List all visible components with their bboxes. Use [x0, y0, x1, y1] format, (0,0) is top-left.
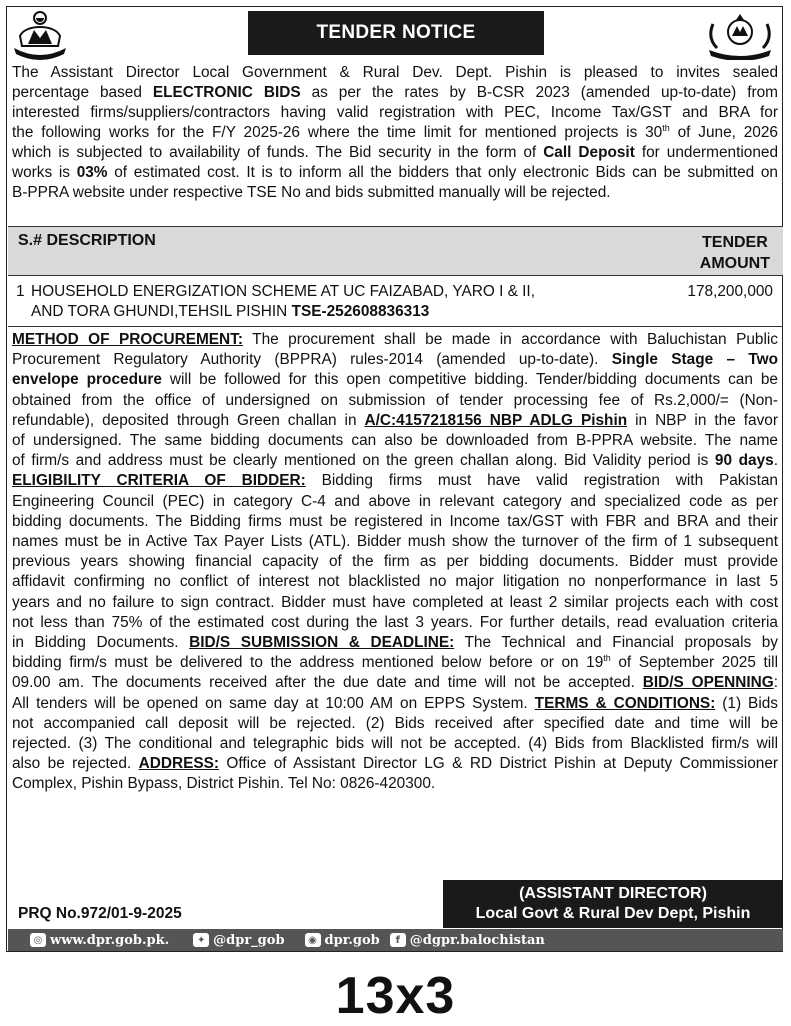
row-description-text: AND TORA GHUNDI,TEHSIL PISHIN [31, 303, 292, 320]
text-segment: not less than 75% of the estimated cost during the last 3 years. For further details, read evaluation criteria [12, 613, 778, 631]
signature-block [443, 880, 783, 928]
ad-size: 13x3 [335, 967, 456, 1025]
text-line [12, 633, 778, 653]
text-segment: The Assistant Director Local Government & Rural Dev. Dept. Pishin is pleased to invites sealed [12, 64, 778, 81]
text-segment: of undersigned. The same bidding documents can also be downloaded from B-PPRA website. The name [12, 432, 778, 450]
text-segment: the following works for the F/Y 2025-26 where the time limit for mentioned projects is 30 [12, 124, 663, 141]
text-segment: . [773, 452, 778, 470]
section-heading: METHOD OF PROCUREMENT: [12, 331, 243, 348]
text-segment: Complex, Pishin Bypass, District Pishin. Tel No: 0826-420300. [12, 775, 436, 793]
text-segment: as per the rates by B-CSR 2023 (amended up-to-date) from [300, 84, 778, 101]
section-heading: ELIGIBILITY CRITERIA OF BIDDER: [12, 472, 306, 490]
footer-website[interactable] [30, 933, 169, 948]
text-line [12, 572, 778, 592]
text-segment: Office of Assistant Director LG & RD District Pishin at Deputy Commissioner [219, 755, 778, 773]
text-segment: refundable), deposited through Green challan in [12, 411, 365, 429]
text-segment: All tenders will be opened on same day at 10:00 AM on EPPS System. [12, 694, 535, 712]
text-segment: works is [12, 164, 77, 181]
text-segment: of September 2025 till [610, 654, 778, 672]
text-segment: th [662, 122, 670, 133]
prq-number: PRQ No.972/01-9-2025 [18, 905, 182, 922]
text-segment: in Bidding Documents. [12, 634, 190, 652]
text-segment: names must be in Active Tax Payer Lists (ATL). Bidder mush show the turnover of the firm of 1 subsequent [12, 533, 778, 551]
footer-website-text: www.dpr.gob.pk. [50, 932, 170, 948]
text-segment: of firm/s and address must be clearly mentioned on the green challan along. Bid Validity period is [12, 452, 715, 470]
text-segment: percentage based [12, 84, 153, 101]
text-segment: (1) Bids [715, 694, 778, 712]
section-heading: BID/S OPENNING [642, 674, 774, 692]
text-line [12, 370, 778, 390]
footer-facebook[interactable] [390, 933, 545, 948]
row-tse-number: TSE-252608836313 [291, 303, 430, 320]
text-segment: previous years showing financial capacity of the firm as per bidding documents. Bidder must provide [12, 553, 778, 571]
text-line [12, 492, 778, 512]
text-segment: affidavit confirming no conflict of interest not blacklisted no major litigation no nonperformance in last 5 [12, 573, 778, 591]
text-line [12, 431, 778, 451]
text-segment: will be followed for this open competitive bidding. Tender/bidding documents can be [161, 371, 778, 389]
notice-body [12, 330, 778, 795]
text-segment: interested firms/suppliers/contractors having valid registration with PEC, Income Tax/GST and BRA for [12, 104, 778, 121]
text-segment: which is subjected to availability of funds. The Bid security in the form of [12, 144, 544, 161]
text-segment: bidding documents. The Bidding firms must be registered in Income tax/GST with FBR and BRA and their [12, 512, 778, 530]
text-line [12, 103, 778, 123]
text-line [12, 471, 778, 491]
section-heading: BID/S SUBMISSION & DEADLINE: [189, 634, 455, 652]
text-segment: The Technical and Financial proposals by [454, 634, 779, 652]
text-segment: B-PPRA website under respective TSE No and bids submitted manually will be rejected. [12, 184, 611, 201]
facebook-icon: f [390, 933, 406, 947]
footer-instagram-text: dpr.gob [324, 932, 380, 948]
text-segment: The procurement shall be made in accordance with Baluchistan Public [242, 331, 779, 348]
text-line [12, 734, 778, 754]
lgrd-emblem-logo [703, 10, 777, 60]
bold-text: envelope procedure [12, 371, 162, 389]
section-heading: ADDRESS: [138, 755, 219, 773]
col-description-header: S.# DESCRIPTION [18, 232, 156, 249]
instagram-icon: ◉ [305, 933, 321, 947]
text-segment: in NBP in the favor [627, 411, 778, 429]
text-line [12, 613, 778, 633]
text-line [12, 350, 778, 370]
text-line [12, 391, 778, 411]
government-emblem-logo [10, 10, 70, 60]
text-segment: Procurement Regulatory Authority (BPPRA) rules-2014 (amended up-to-date). [12, 351, 612, 369]
text-line [12, 714, 778, 734]
text-line [12, 552, 778, 572]
text-segment: th [603, 653, 611, 664]
footer-instagram[interactable] [305, 933, 380, 948]
text-line [12, 183, 778, 203]
notice-title: TENDER NOTICE [248, 11, 544, 55]
bold-text: 90 days [714, 452, 774, 470]
text-line [12, 774, 778, 794]
col-amount-header-line1: TENDER [702, 234, 768, 251]
text-segment: Bidding firms must have valid registration with Pakistan [305, 472, 778, 490]
tender-table-header [8, 226, 783, 276]
footer-twitter-text: @dpr_gob [213, 932, 285, 948]
text-segment: for undermentioned [634, 144, 779, 161]
text-segment: not accompanied call deposit will be rejected. (2) Bids received after specified date and time will be [12, 714, 778, 732]
text-line [12, 694, 778, 714]
text-line [12, 532, 778, 552]
row-description-line1: HOUSEHOLD ENERGIZATION SCHEME AT UC FAIZABAD, YARO I & II, [31, 283, 535, 300]
section-heading: A/C:4157218156 NBP ADLG Pishin [364, 411, 628, 429]
tender-table-row [8, 282, 783, 324]
footer-twitter[interactable] [193, 933, 284, 948]
row-serial: 1 [16, 283, 25, 300]
text-line [12, 123, 778, 143]
text-line [12, 330, 778, 350]
intro-paragraph [12, 63, 778, 203]
row-amount: 178,200,000 [687, 283, 773, 300]
row-description-line2 [31, 302, 429, 322]
bold-text: ELECTRONIC BIDS [152, 84, 301, 101]
text-line [12, 143, 778, 163]
text-line [12, 63, 778, 83]
text-line [12, 653, 778, 673]
globe-icon: ◎ [30, 933, 46, 947]
footer-facebook-text: @dgpr.balochistan [409, 932, 545, 948]
col-amount-header-line2: AMOUNT [699, 255, 770, 272]
text-line [12, 593, 778, 613]
text-segment: years and no failure to sign contract. Bidder must have completed at least 2 similar projects each with cost [12, 593, 778, 611]
text-line [12, 411, 778, 431]
bold-text: 03% [76, 164, 108, 181]
col-amount-header [700, 232, 770, 274]
text-line [12, 83, 778, 103]
text-line [12, 673, 778, 693]
text-segment: Engineering Council (PEC) in category C-4 and above in relevant category and specialized code as per [12, 492, 778, 510]
text-segment: also be rejected. [12, 755, 139, 773]
text-segment: bidding firm/s must be delivered to the address mentioned below before or on 19 [12, 654, 604, 672]
text-segment: of June, 2026 [669, 124, 778, 141]
text-segment: rejected. (3) The conditional and telegraphic bids will not be accepted. (4) Bids from Blacklisted firm/s will [12, 735, 778, 753]
footer-bar [8, 929, 783, 951]
text-line [12, 512, 778, 532]
section-heading: TERMS & CONDITIONS: [534, 694, 716, 712]
row-divider [8, 326, 783, 327]
text-segment: 09.00 am. The documents received after the due date and time will not be accepted. [12, 674, 643, 692]
signature-title: (ASSISTANT DIRECTOR) [519, 885, 707, 902]
text-segment: obtained from the office of undersigned on submission of tender processing fee of Rs.2,000/= (Non- [12, 391, 778, 409]
bold-text: Single Stage – Two [611, 351, 778, 369]
text-line [12, 451, 778, 471]
text-line [12, 754, 778, 774]
text-segment: of estimated cost. It is to inform all the bidders that only electronic Bids can be submitted on [107, 164, 778, 181]
signature-department: Local Govt & Rural Dev Dept, Pishin [475, 905, 751, 922]
bold-text: Call Deposit [543, 144, 635, 161]
twitter-icon: ✦ [193, 933, 209, 947]
text-line [12, 163, 778, 183]
text-segment: : [773, 674, 778, 692]
